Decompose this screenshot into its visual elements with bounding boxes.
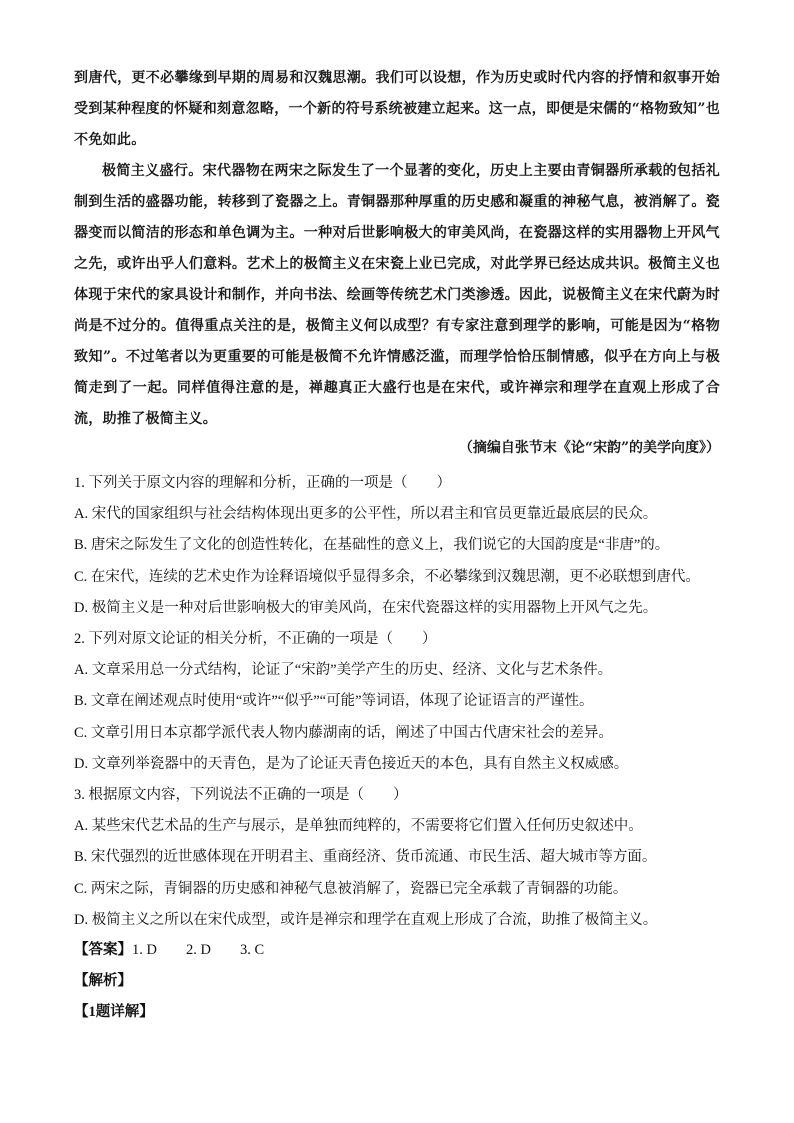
- question-option: B. 唐宋之际发生了文化的创造性转化，在基础性的意义上，我们说它的大国韵度是“非唐”的。: [74, 537, 670, 554]
- passage-line: 代的家具设计和制作，并向书法、绘画等传统艺术门类渗透。因此，说极简主义在宋代蔚为时尚是不过分: [74, 287, 720, 334]
- passage-line: 免如此。: [88, 132, 146, 148]
- question-option: D. 文章列举瓷器中的天青色，是为了论证天青色接近天的本色，具有自然主义权威感。: [74, 755, 629, 772]
- question-2: [74, 624, 734, 780]
- question-option: A. 文章采用总一分式结构，论证了“宋韵”美学产生的历史、经济、文化与艺术条件。: [74, 662, 613, 679]
- explanation-label: 【解析】: [74, 973, 132, 989]
- question-option: C. 文章引用日本京都学派代表人物内藤湖南的话，阐述了中国古代唐宋社会的差异。: [74, 724, 613, 741]
- question-stem: 2. 下列对原文论证的相关分析，不正确的一项是（ ）: [74, 631, 437, 648]
- question-1-detail-label: 【1题详解】: [74, 1004, 154, 1020]
- passage-line: 同样值得注意的是，禅趣真正大盛行也是在宋代，或许禅宗和理学在直观上形成了合流，助推了极简主: [74, 380, 720, 427]
- passage-line: 极简主义盛行。宋代器物在两宋之际发生了一个显著的变化，历史上主要由青铜器所承载的包括礼制: [74, 163, 720, 210]
- answer-row: [74, 935, 264, 966]
- answer-item: 2. D: [185, 942, 211, 958]
- question-option: C. 在宋代，连续的艺术史作为诠释语境似乎显得多余，不必攀缘到汉魏思潮，更不必联想到唐代。: [74, 568, 700, 585]
- question-1: [74, 468, 734, 624]
- question-option: D. 极简主义是一种对后世影响极大的审美风尚，在宋代瓷器这样的实用器物上开风气之先。: [74, 599, 658, 616]
- question-option: B. 宋代强烈的近世感体现在开明君主、重商经济、货币流通、市民生活、超大城市等方面。: [74, 849, 657, 866]
- question-option: A. 宋代的国家组织与社会结构体现出更多的公平性，所以君主和官员更靠近最底层的民众。: [74, 506, 658, 523]
- question-option: B. 文章在阐述观点时使用“或许”“似乎”“可能”等词语，体现了论证语言的严谨性。: [74, 693, 594, 710]
- question-option: D. 极简主义之所以在宋代成型，或许是禅宗和理学在直观上形成了合流，助推了极简主义。: [74, 911, 658, 928]
- passage-paragraph-1: [74, 63, 720, 156]
- answer-item: 1. D: [132, 942, 157, 958]
- question-stem: 3. 根据原文内容，下列说法不正确的一项是（ ）: [74, 787, 408, 804]
- answer-label: 【答案】: [74, 942, 132, 958]
- question-3: [74, 780, 734, 936]
- passage-line: 笔者以为更重要的可能是极简不允许情感泛滥，而理学恰恰压制情感，似乎在方向上与极简走到了一起。: [74, 349, 720, 396]
- passage-line: 到生活的盛器功能，转移到了瓷器之上。青铜器那种厚重的历史感和凝重的神秘气息，被消解了。瓷器变: [74, 194, 720, 241]
- question-list: [74, 468, 734, 936]
- passage-line: 而以简洁的形态和单色调为主。一种对后世影响极大的审美风尚，在瓷器这样的实用器物上开风气之先，: [74, 225, 720, 272]
- passage-paragraph-2: [74, 156, 720, 435]
- question-stem: 1. 下列关于原文内容的理解和分析，正确的一项是（ ）: [74, 475, 451, 491]
- passage-line: 义。: [188, 411, 218, 427]
- answer-item: 3. C: [239, 942, 265, 958]
- passage-line: 到唐代，更不必攀缘到早期的周易和汉魏思潮。我们可以设想，作为历史或时代内容的抒情和叙事开始受: [74, 70, 720, 117]
- question-option: A. 某些宋代艺术品的生产与展示，是单独而纯粹的，不需要将它们置入任何历史叙述中。: [74, 818, 643, 835]
- reading-passage: [74, 63, 720, 435]
- passage-line: 到某种程度的怀疑和刻意忽略，一个新的符号系统被建立起来。这一点，即便是宋儒的“格物致知”也不: [74, 101, 720, 148]
- passage-line: 的。值得重点关注的是，极简主义何以成型？有专家注意到理学的影响，可能是因为“格物致知”。不过: [74, 318, 720, 365]
- passage-source: （摘编自张节末《论“宋韵”的美学向度》）: [458, 440, 720, 456]
- question-option: C. 两宋之际，青铜器的历史感和神秘气息被消解了，瓷器已完全承载了青铜器的功能。: [74, 880, 628, 897]
- passage-line: 或许出乎人们意料。艺术上的极简主义在宋瓷上业已完成，对此学界已经达成共识。极简主义也体现于宋: [74, 256, 720, 303]
